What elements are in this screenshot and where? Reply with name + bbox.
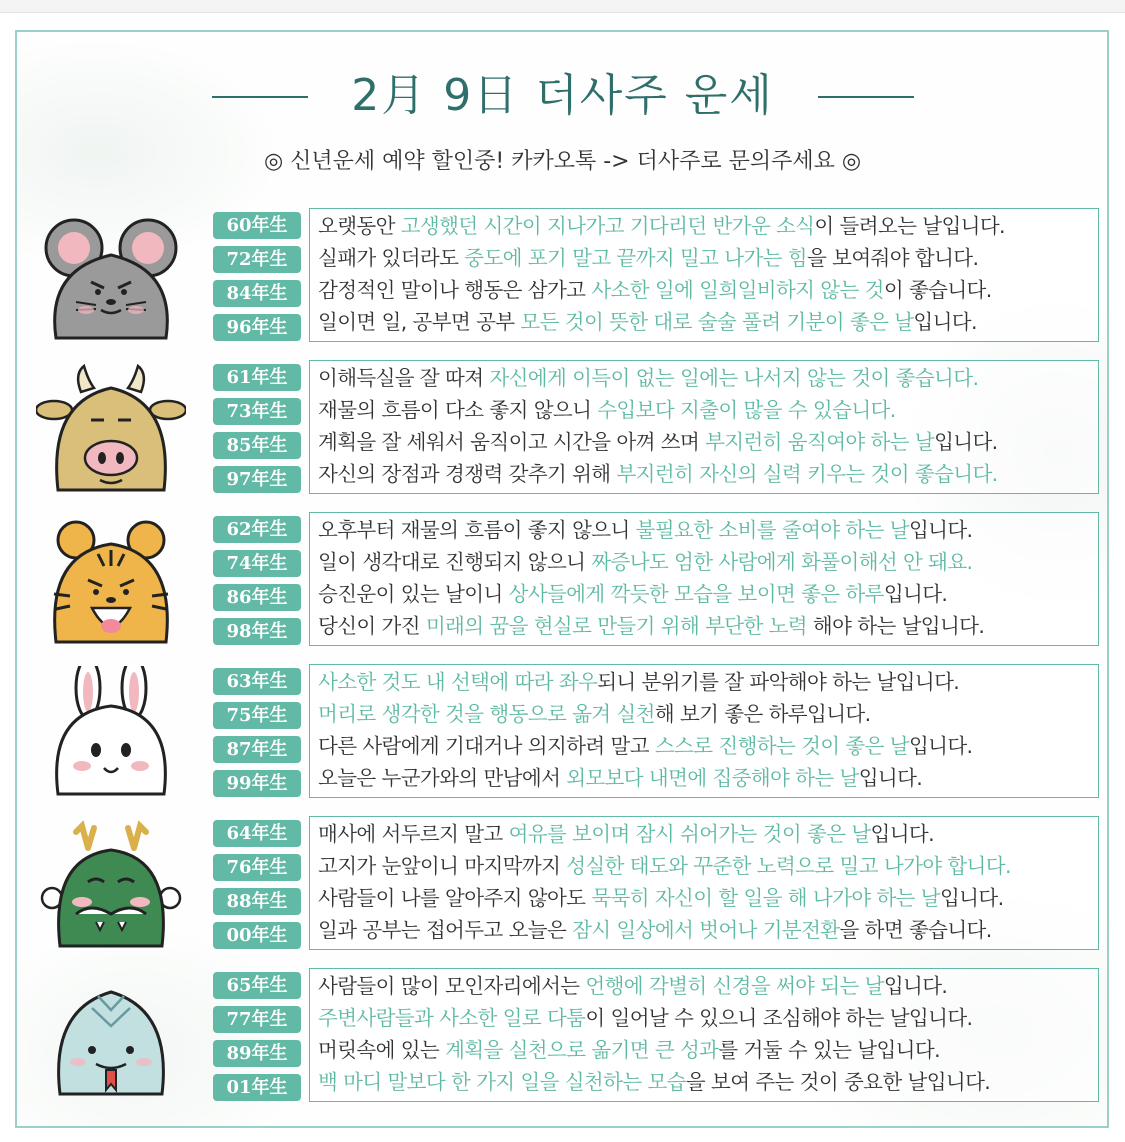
fortune-line: 매사에 서두르지 말고 여유를 보이며 잠시 쉬어가는 것이 좋은 날입니다. xyxy=(318,822,935,846)
dragon-icon xyxy=(36,818,186,958)
fortune-line: 다른 사람에게 기대거나 의지하려 말고 스스로 진행하는 것이 좋은 날입니다. xyxy=(318,734,973,758)
year-tag: 77年生 xyxy=(213,1006,301,1033)
fortune-section-tiger xyxy=(0,510,1125,650)
year-tag: 65年生 xyxy=(213,972,301,999)
year-tag: 62年生 xyxy=(213,516,301,543)
year-tag: 74年生 xyxy=(213,550,301,577)
fortune-line: 재물의 흐름이 다소 좋지 않으니 수입보다 지출이 많을 수 있습니다. xyxy=(318,398,896,422)
year-tag: 88年生 xyxy=(213,888,301,915)
year-tag: 63年生 xyxy=(213,668,301,695)
fortune-section-dragon xyxy=(0,814,1125,954)
year-tag: 01年生 xyxy=(213,1074,301,1101)
top-status-strip xyxy=(0,0,1125,13)
tiger-icon xyxy=(36,514,186,654)
fortune-line: 일이 생각대로 진행되지 않으니 짜증나도 엄한 사람에게 화풀이해선 안 돼요. xyxy=(318,550,973,574)
fortune-line: 오늘은 누군가와의 만남에서 외모보다 내면에 집중해야 하는 날입니다. xyxy=(318,766,923,790)
year-tag: 87年生 xyxy=(213,736,301,763)
year-tag: 61年生 xyxy=(213,364,301,391)
fortune-line: 사람들이 많이 모인자리에서는 언행에 각별히 신경을 써야 되는 날입니다. xyxy=(318,974,948,998)
fortune-line: 당신이 가진 미래의 꿈을 현실로 만들기 위해 부단한 노력 해야 하는 날입니다. xyxy=(318,614,985,638)
fortune-line: 실패가 있더라도 중도에 포기 말고 끝까지 밀고 나가는 힘을 보여줘야 합니다. xyxy=(318,246,979,270)
year-tag: 98年生 xyxy=(213,618,301,645)
year-tag: 89年生 xyxy=(213,1040,301,1067)
fortune-section-rabbit xyxy=(0,662,1125,802)
title-rule-right xyxy=(818,96,914,98)
rat-icon xyxy=(36,210,186,350)
fortune-line: 머릿속에 있는 계획을 실천으로 옮기면 큰 성과를 거둘 수 있는 날입니다. xyxy=(318,1038,940,1062)
fortune-line: 머리로 생각한 것을 행동으로 옮겨 실천해 보기 좋은 하루입니다. xyxy=(318,702,871,726)
fortune-line: 일이면 일, 공부면 공부 모든 것이 뜻한 대로 술술 풀려 기분이 좋은 날입니다. xyxy=(318,310,977,334)
fortune-line: 이해득실을 잘 따져 자신에게 이득이 없는 일에는 나서지 않는 것이 좋습니다. xyxy=(318,366,979,390)
snake-icon xyxy=(36,970,186,1110)
promo-subtitle: ◎ 신년운세 예약 할인중! 카카오톡 -> 더사주로 문의주세요 ◎ xyxy=(263,149,862,174)
fortune-line: 일과 공부는 접어두고 오늘은 잠시 일상에서 벗어나 기분전환을 하면 좋습니다. xyxy=(318,918,992,942)
year-tag: 75年生 xyxy=(213,702,301,729)
year-tag: 97年生 xyxy=(213,466,301,493)
year-tag: 96年生 xyxy=(213,314,301,341)
year-tag: 84年生 xyxy=(213,280,301,307)
fortune-section-ox xyxy=(0,358,1125,498)
fortune-line: 오후부터 재물의 흐름이 좋지 않으니 불필요한 소비를 줄여야 하는 날입니다. xyxy=(318,518,973,542)
year-tag: 86年生 xyxy=(213,584,301,611)
year-tag: 64年生 xyxy=(213,820,301,847)
fortune-line: 오랫동안 고생했던 시간이 지나가고 기다리던 반가운 소식이 들려오는 날입니다. xyxy=(318,214,1005,238)
fortune-line: 감정적인 말이나 행동은 삼가고 사소한 일에 일희일비하지 않는 것이 좋습니다. xyxy=(318,278,992,302)
year-tag: 72年生 xyxy=(213,246,301,273)
header xyxy=(0,60,1125,140)
year-tag: 00年生 xyxy=(213,922,301,949)
year-tag: 73年生 xyxy=(213,398,301,425)
fortune-section-snake xyxy=(0,966,1125,1106)
fortune-section-rat xyxy=(0,206,1125,346)
rabbit-icon xyxy=(36,666,186,806)
year-tag: 60年生 xyxy=(213,212,301,239)
fortune-line: 자신의 장점과 경쟁력 갖추기 위해 부지런히 자신의 실력 키우는 것이 좋습니다. xyxy=(318,462,998,486)
ox-icon xyxy=(36,362,186,502)
fortune-line: 주변사람들과 사소한 일로 다툼이 일어날 수 있으니 조심해야 하는 날입니다. xyxy=(318,1006,973,1030)
page-title: 2月 9日 더사주 운세 xyxy=(351,70,774,121)
year-tag: 85年生 xyxy=(213,432,301,459)
fortune-line: 승진운이 있는 날이니 상사들에게 깍듯한 모습을 보이면 좋은 하루입니다. xyxy=(318,582,948,606)
fortune-line: 고지가 눈앞이니 마지막까지 성실한 태도와 꾸준한 노력으로 밀고 나가야 합니다. xyxy=(318,854,1011,878)
fortune-line: 백 마디 말보다 한 가지 일을 실천하는 모습을 보여 주는 것이 중요한 날입니다. xyxy=(318,1070,991,1094)
fortune-line: 사람들이 나를 알아주지 않아도 묵묵히 자신이 할 일을 해 나가야 하는 날입니다. xyxy=(318,886,1004,910)
fortune-line: 계획을 잘 세워서 움직이고 시간을 아껴 쓰며 부지런히 움직여야 하는 날입니다. xyxy=(318,430,998,454)
fortune-line: 사소한 것도 내 선택에 따라 좌우되니 분위기를 잘 파악해야 하는 날입니다. xyxy=(318,670,960,694)
year-tag: 76年生 xyxy=(213,854,301,881)
year-tag: 99年生 xyxy=(213,770,301,797)
